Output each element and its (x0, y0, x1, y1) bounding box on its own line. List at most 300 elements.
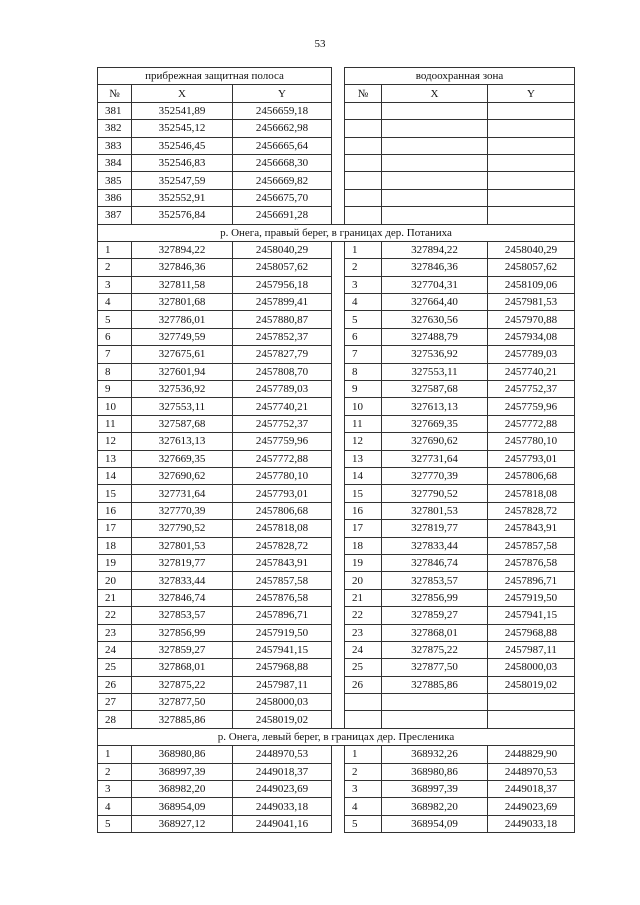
column-gap (332, 467, 345, 484)
left-num-cell: 25 (98, 659, 132, 676)
right-num-cell: 22 (345, 607, 382, 624)
right-x-cell: 327875,22 (382, 641, 488, 658)
left-y-cell: 2456691,28 (233, 207, 332, 224)
table-row (98, 328, 575, 345)
right-x-cell: 327613,13 (382, 398, 488, 415)
table-row (98, 241, 575, 258)
right-x-cell: 368997,39 (382, 781, 488, 798)
right-num-cell: 17 (345, 520, 382, 537)
table-row (98, 624, 575, 641)
right-y-cell (488, 207, 575, 224)
left-num-cell: 9 (98, 381, 132, 398)
column-gap (332, 311, 345, 328)
left-num-cell: 17 (98, 520, 132, 537)
left-x-cell: 368997,39 (132, 763, 233, 780)
right-num-cell (345, 102, 382, 119)
right-num-cell: 23 (345, 624, 382, 641)
table-row (98, 641, 575, 658)
left-y-cell: 2457876,58 (233, 589, 332, 606)
left-y-cell: 2457818,08 (233, 520, 332, 537)
right-x-cell: 368954,09 (382, 815, 488, 832)
right-num-cell (345, 154, 382, 171)
right-y-cell: 2458000,03 (488, 659, 575, 676)
left-y-cell: 2457880,87 (233, 311, 332, 328)
left-num-cell: 381 (98, 102, 132, 119)
right-x-cell: 368982,20 (382, 798, 488, 815)
table-row (98, 537, 575, 554)
right-y-cell: 2448829,90 (488, 746, 575, 763)
right-x-cell: 327669,35 (382, 415, 488, 432)
table-row (98, 398, 575, 415)
left-num-cell: 16 (98, 502, 132, 519)
left-y-cell: 2457806,68 (233, 502, 332, 519)
right-num-cell: 15 (345, 485, 382, 502)
left-y-cell: 2457941,15 (233, 641, 332, 658)
left-x-cell: 327786,01 (132, 311, 233, 328)
left-y-cell: 2457896,71 (233, 607, 332, 624)
column-gap (332, 363, 345, 380)
left-num-cell: 384 (98, 154, 132, 171)
left-x-cell: 327790,52 (132, 520, 233, 537)
table-row (98, 120, 575, 137)
table-row (98, 276, 575, 293)
table-row (98, 450, 575, 467)
left-y-cell: 2457808,70 (233, 363, 332, 380)
right-num-cell: 19 (345, 554, 382, 571)
left-num-cell: 386 (98, 189, 132, 206)
column-gap (332, 102, 345, 119)
right-x-cell: 327885,86 (382, 676, 488, 693)
right-x-cell: 327690,62 (382, 433, 488, 450)
column-gap (332, 554, 345, 571)
right-num-cell: 11 (345, 415, 382, 432)
column-gap (332, 798, 345, 815)
left-y-cell: 2449018,37 (233, 763, 332, 780)
table-row (98, 520, 575, 537)
right-y-cell: 2457987,11 (488, 641, 575, 658)
table-row (98, 311, 575, 328)
right-x-cell: 327731,64 (382, 450, 488, 467)
left-num-cell: 20 (98, 572, 132, 589)
left-x-cell: 327833,44 (132, 572, 233, 589)
left-x-cell: 327801,53 (132, 537, 233, 554)
column-gap (332, 676, 345, 693)
right-num-cell: 24 (345, 641, 382, 658)
left-x-cell: 327613,13 (132, 433, 233, 450)
left-y-cell: 2457968,88 (233, 659, 332, 676)
right-num-cell (345, 207, 382, 224)
right-num-cell: 14 (345, 467, 382, 484)
left-x-cell: 327601,94 (132, 363, 233, 380)
left-y-cell: 2457987,11 (233, 676, 332, 693)
right-y-cell: 2458109,06 (488, 276, 575, 293)
right-x-cell (382, 694, 488, 711)
right-x-cell: 327819,77 (382, 520, 488, 537)
right-y-cell (488, 120, 575, 137)
left-x-cell: 327856,99 (132, 624, 233, 641)
right-x-cell (382, 120, 488, 137)
right-x-cell: 327856,99 (382, 589, 488, 606)
right-num-cell: 26 (345, 676, 382, 693)
right-x-cell: 327587,68 (382, 381, 488, 398)
left-x-cell: 368980,86 (132, 746, 233, 763)
column-gap (332, 815, 345, 832)
right-x-cell: 368932,26 (382, 746, 488, 763)
table-row (98, 467, 575, 484)
left-y-header: Y (233, 85, 332, 102)
left-y-cell: 2457780,10 (233, 467, 332, 484)
left-num-cell: 13 (98, 450, 132, 467)
left-num-cell: 383 (98, 137, 132, 154)
right-y-cell (488, 102, 575, 119)
right-y-cell: 2457780,10 (488, 433, 575, 450)
left-group-header: прибрежная защитная полоса (98, 68, 332, 85)
left-y-cell: 2449041,16 (233, 815, 332, 832)
column-gap (332, 415, 345, 432)
column-header-row (98, 85, 575, 102)
coordinates-table-body (98, 68, 575, 833)
left-y-cell: 2457827,79 (233, 346, 332, 363)
right-y-cell: 2457843,91 (488, 520, 575, 537)
right-x-cell (382, 711, 488, 728)
table-row (98, 781, 575, 798)
table-row (98, 294, 575, 311)
left-x-cell: 327675,61 (132, 346, 233, 363)
right-group-header: водоохранная зона (345, 68, 575, 85)
right-num-cell: 7 (345, 346, 382, 363)
left-x-cell: 368954,09 (132, 798, 233, 815)
right-y-cell: 2457919,50 (488, 589, 575, 606)
table-row (98, 363, 575, 380)
left-num-cell: 4 (98, 294, 132, 311)
left-y-cell: 2456662,98 (233, 120, 332, 137)
left-y-cell: 2457740,21 (233, 398, 332, 415)
right-y-cell: 2449033,18 (488, 815, 575, 832)
column-gap (332, 154, 345, 171)
left-num-cell: 1 (98, 746, 132, 763)
right-y-cell: 2449018,37 (488, 781, 575, 798)
right-num-cell: 4 (345, 798, 382, 815)
right-x-cell: 327801,53 (382, 502, 488, 519)
left-x-cell: 327587,68 (132, 415, 233, 432)
left-num-cell: 5 (98, 311, 132, 328)
left-y-cell: 2456659,18 (233, 102, 332, 119)
left-y-cell: 2457956,18 (233, 276, 332, 293)
table-row (98, 485, 575, 502)
left-y-cell: 2456668,30 (233, 154, 332, 171)
left-y-cell: 2456665,64 (233, 137, 332, 154)
left-num-cell: 2 (98, 763, 132, 780)
right-x-cell: 368980,86 (382, 763, 488, 780)
left-y-cell: 2457899,41 (233, 294, 332, 311)
left-num-cell: 10 (98, 398, 132, 415)
right-num-cell: 25 (345, 659, 382, 676)
right-x-cell: 327846,74 (382, 554, 488, 571)
right-y-header: Y (488, 85, 575, 102)
right-x-cell: 327553,11 (382, 363, 488, 380)
left-x-cell: 327819,77 (132, 554, 233, 571)
left-y-cell: 2458000,03 (233, 694, 332, 711)
column-gap (332, 641, 345, 658)
right-num-cell: 3 (345, 781, 382, 798)
right-y-cell (488, 711, 575, 728)
right-x-cell: 327630,56 (382, 311, 488, 328)
column-gap (332, 781, 345, 798)
right-y-cell: 2458057,62 (488, 259, 575, 276)
left-num-cell: 15 (98, 485, 132, 502)
left-num-header: № (98, 85, 132, 102)
column-gap (332, 711, 345, 728)
right-x-cell: 327853,57 (382, 572, 488, 589)
right-y-cell: 2457934,08 (488, 328, 575, 345)
table-row (98, 189, 575, 206)
right-num-cell: 5 (345, 815, 382, 832)
left-num-cell: 7 (98, 346, 132, 363)
left-y-cell: 2449023,69 (233, 781, 332, 798)
table-row (98, 589, 575, 606)
left-y-cell: 2457852,37 (233, 328, 332, 345)
right-x-cell: 327868,01 (382, 624, 488, 641)
column-gap (332, 398, 345, 415)
left-num-cell: 27 (98, 694, 132, 711)
column-gap (332, 659, 345, 676)
right-y-cell: 2457970,88 (488, 311, 575, 328)
left-num-cell: 3 (98, 276, 132, 293)
left-num-cell: 2 (98, 259, 132, 276)
right-y-cell (488, 172, 575, 189)
right-y-cell: 2448970,53 (488, 763, 575, 780)
left-x-cell: 327894,22 (132, 241, 233, 258)
column-gap (332, 241, 345, 258)
right-num-cell: 2 (345, 259, 382, 276)
left-y-cell: 2457919,50 (233, 624, 332, 641)
left-num-cell: 14 (98, 467, 132, 484)
right-y-cell: 2457752,37 (488, 381, 575, 398)
left-x-cell: 327811,58 (132, 276, 233, 293)
left-num-cell: 24 (98, 641, 132, 658)
group-header-row (98, 68, 575, 85)
right-num-cell: 9 (345, 381, 382, 398)
left-x-header: X (132, 85, 233, 102)
column-gap (332, 259, 345, 276)
right-y-cell: 2457772,88 (488, 415, 575, 432)
right-num-cell: 2 (345, 763, 382, 780)
right-x-cell (382, 154, 488, 171)
table-row (98, 798, 575, 815)
section-title: р. Онега, правый берег, в границах дер. Потаниха (98, 224, 575, 241)
left-y-cell: 2457752,37 (233, 415, 332, 432)
left-num-cell: 19 (98, 554, 132, 571)
right-y-cell: 2457896,71 (488, 572, 575, 589)
right-x-cell: 327846,36 (382, 259, 488, 276)
left-x-cell: 327846,74 (132, 589, 233, 606)
left-num-cell: 385 (98, 172, 132, 189)
right-num-cell (345, 711, 382, 728)
left-num-cell: 22 (98, 607, 132, 624)
page-number: 53 (314, 38, 326, 50)
table-row (98, 172, 575, 189)
right-num-cell: 5 (345, 311, 382, 328)
column-gap (332, 589, 345, 606)
left-x-cell: 352546,45 (132, 137, 233, 154)
left-x-cell: 327770,39 (132, 502, 233, 519)
right-num-cell (345, 189, 382, 206)
table-row (98, 381, 575, 398)
left-num-cell: 1 (98, 241, 132, 258)
left-num-cell: 23 (98, 624, 132, 641)
right-y-cell (488, 137, 575, 154)
left-x-cell: 327846,36 (132, 259, 233, 276)
left-x-cell: 327853,57 (132, 607, 233, 624)
right-num-cell: 18 (345, 537, 382, 554)
left-y-cell: 2456675,70 (233, 189, 332, 206)
left-x-cell: 327875,22 (132, 676, 233, 693)
right-num-cell: 16 (345, 502, 382, 519)
right-y-cell: 2458019,02 (488, 676, 575, 693)
left-num-cell: 8 (98, 363, 132, 380)
right-y-cell: 2457818,08 (488, 485, 575, 502)
left-x-cell: 352545,12 (132, 120, 233, 137)
right-y-cell: 2457857,58 (488, 537, 575, 554)
right-num-cell: 4 (345, 294, 382, 311)
column-gap (332, 137, 345, 154)
left-num-cell: 28 (98, 711, 132, 728)
right-num-cell: 1 (345, 746, 382, 763)
table-row (98, 763, 575, 780)
right-num-cell: 21 (345, 589, 382, 606)
column-gap (332, 346, 345, 363)
left-x-cell: 327536,92 (132, 381, 233, 398)
table-row (98, 746, 575, 763)
column-gap (332, 607, 345, 624)
column-gap (332, 328, 345, 345)
left-num-cell: 4 (98, 798, 132, 815)
table-row (98, 554, 575, 571)
right-y-cell: 2457806,68 (488, 467, 575, 484)
left-x-cell: 327885,86 (132, 711, 233, 728)
column-gap (332, 746, 345, 763)
right-x-cell: 327488,79 (382, 328, 488, 345)
coordinates-table (97, 67, 575, 833)
right-y-cell (488, 189, 575, 206)
right-x-cell (382, 137, 488, 154)
table-row (98, 259, 575, 276)
left-x-cell: 352546,83 (132, 154, 233, 171)
left-x-cell: 327868,01 (132, 659, 233, 676)
left-num-cell: 6 (98, 328, 132, 345)
column-gap (332, 433, 345, 450)
right-y-cell: 2457968,88 (488, 624, 575, 641)
table-row (98, 711, 575, 728)
column-gap (332, 572, 345, 589)
left-x-cell: 352541,89 (132, 102, 233, 119)
left-x-cell: 352552,91 (132, 189, 233, 206)
column-gap (332, 763, 345, 780)
right-x-header: X (382, 85, 488, 102)
table-row (98, 102, 575, 119)
table-row (98, 502, 575, 519)
left-y-cell: 2457772,88 (233, 450, 332, 467)
right-y-cell: 2457759,96 (488, 398, 575, 415)
left-x-cell: 368927,12 (132, 815, 233, 832)
right-num-cell: 10 (345, 398, 382, 415)
left-y-cell: 2458057,62 (233, 259, 332, 276)
left-y-cell: 2457793,01 (233, 485, 332, 502)
table-row (98, 572, 575, 589)
table-row (98, 659, 575, 676)
column-gap (332, 294, 345, 311)
right-y-cell: 2457876,58 (488, 554, 575, 571)
right-num-cell: 8 (345, 363, 382, 380)
left-x-cell: 352576,84 (132, 207, 233, 224)
left-num-cell: 18 (98, 537, 132, 554)
left-y-cell: 2449033,18 (233, 798, 332, 815)
left-x-cell: 327859,27 (132, 641, 233, 658)
table-row (98, 346, 575, 363)
right-x-cell: 327704,31 (382, 276, 488, 293)
right-y-cell: 2457828,72 (488, 502, 575, 519)
left-x-cell: 327553,11 (132, 398, 233, 415)
right-x-cell (382, 189, 488, 206)
right-y-cell (488, 154, 575, 171)
table-row (98, 815, 575, 832)
section-title: р. Онега, левый берег, в границах дер. Пресленика (98, 728, 575, 745)
left-num-cell: 382 (98, 120, 132, 137)
left-x-cell: 327690,62 (132, 467, 233, 484)
right-num-cell (345, 694, 382, 711)
table-row (98, 676, 575, 693)
column-gap (332, 120, 345, 137)
column-gap (332, 537, 345, 554)
right-y-cell: 2457793,01 (488, 450, 575, 467)
left-num-cell: 11 (98, 415, 132, 432)
left-x-cell: 327801,68 (132, 294, 233, 311)
table-row (98, 415, 575, 432)
left-x-cell: 327669,35 (132, 450, 233, 467)
right-num-cell (345, 137, 382, 154)
column-gap (332, 381, 345, 398)
column-gap (332, 189, 345, 206)
right-num-cell: 6 (345, 328, 382, 345)
right-x-cell (382, 207, 488, 224)
column-gap (332, 520, 345, 537)
column-gap (332, 450, 345, 467)
left-y-cell: 2457759,96 (233, 433, 332, 450)
column-gap (332, 68, 345, 85)
right-x-cell: 327536,92 (382, 346, 488, 363)
right-x-cell: 327877,50 (382, 659, 488, 676)
right-y-cell: 2457789,03 (488, 346, 575, 363)
column-gap (332, 694, 345, 711)
table-row (98, 207, 575, 224)
left-num-cell: 5 (98, 815, 132, 832)
right-x-cell (382, 172, 488, 189)
table-row (98, 154, 575, 171)
right-x-cell: 327833,44 (382, 537, 488, 554)
column-gap (332, 207, 345, 224)
column-gap (332, 276, 345, 293)
right-x-cell: 327770,39 (382, 467, 488, 484)
table-row (98, 137, 575, 154)
right-x-cell (382, 102, 488, 119)
left-y-cell: 2456669,82 (233, 172, 332, 189)
section-title-row (98, 224, 575, 241)
right-y-cell (488, 694, 575, 711)
column-gap (332, 172, 345, 189)
table-row (98, 607, 575, 624)
column-gap (332, 624, 345, 641)
left-x-cell: 352547,59 (132, 172, 233, 189)
